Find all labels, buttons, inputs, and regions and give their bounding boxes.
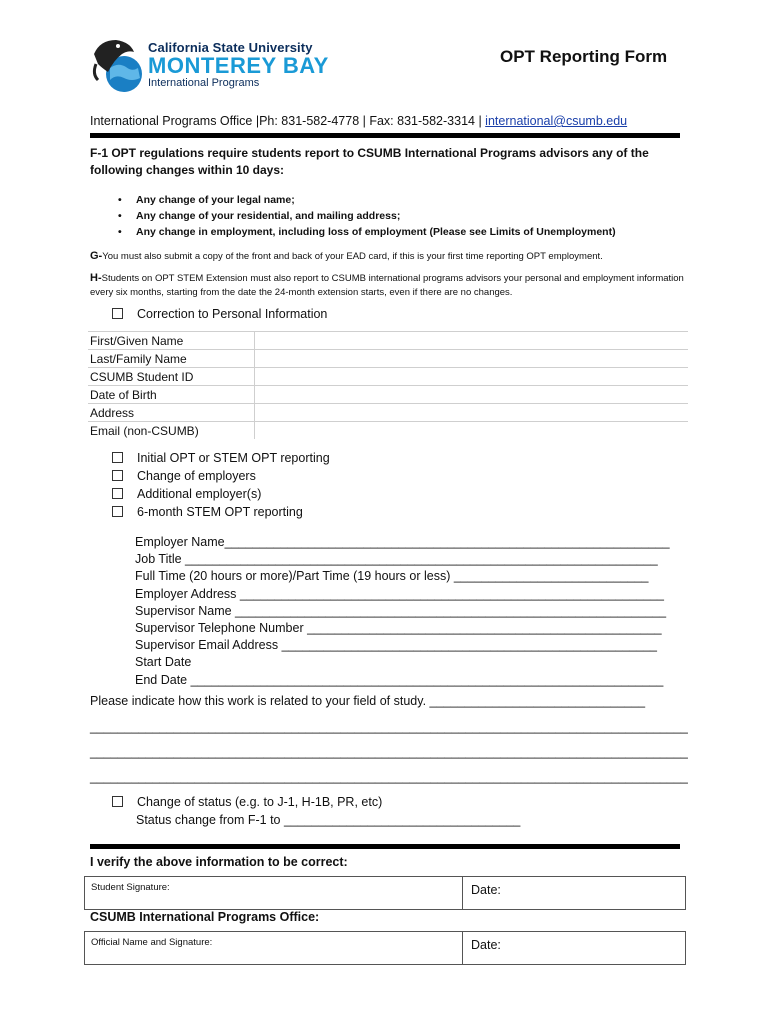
supervisor-email-line[interactable]: Supervisor Email Address ______________________________________________________ [135,638,657,653]
supervisor-name-line[interactable]: Supervisor Name ______________________________________________________________ [135,603,667,618]
personal-info-table [88,331,688,439]
email-field[interactable] [255,422,689,440]
header-divider [90,133,680,138]
logo-line-2: MONTEREY BAY [148,53,329,78]
note-g-letter: G- [90,250,103,262]
row-label: CSUMB Student ID [88,368,255,386]
correction-option[interactable] [112,307,327,321]
verification-divider [90,844,680,849]
row-label: Email (non-CSUMB) [88,422,255,440]
checkbox-label: Additional employer(s) [137,487,262,501]
employment-options [112,449,330,521]
office-heading: CSUMB International Programs Office: [90,910,320,924]
checkbox-label: 6-month STEM OPT reporting [137,505,303,519]
table-row [88,386,688,404]
employment-option[interactable] [112,503,330,521]
otter-globe-icon [88,34,150,102]
regulations-intro: F-1 OPT regulations require students report to CSUMB International Programs advisors any of the following changes within 10 days: [90,146,649,177]
row-label: Last/Family Name [88,350,255,368]
official-date-field[interactable] [463,932,685,964]
list-item: • Any change of your legal name; [118,192,616,208]
note-h-letter: H- [90,272,102,284]
student-date-field[interactable] [463,877,685,909]
regulations-list [118,192,616,240]
address-field[interactable] [255,404,689,422]
job-title-line[interactable]: Job Title ____________________________________________________________________ [135,552,658,567]
employment-fields [135,534,670,689]
note-h [90,271,690,300]
student-signature-label: Student Signature: [91,882,170,893]
note-g-text: You must also submit a copy of the front and back of your EAD card, if this is your first time reporting OPT employment. [102,251,603,262]
checkbox-label: Initial OPT or STEM OPT reporting [137,451,330,465]
student-signature-box [84,876,686,910]
birth-date-field[interactable] [255,386,689,404]
checkbox-label: Change of status (e.g. to J-1, H-1B, PR, etc) [137,795,383,809]
email-link[interactable]: international@csumb.edu [485,114,628,128]
official-signature-box [84,931,686,965]
form-title: OPT Reporting Form [500,47,668,66]
field-of-study-line[interactable]: ______________________________________________________________________________________ [90,770,688,784]
row-label: First/Given Name [88,332,255,350]
note-h-text: Students on OPT STEM Extension must also report to CSUMB international programs advisors your personal and employment information every six months, starting from the date the 24-month extension starts, even if there are no changes. [90,273,684,298]
official-signature-label: Official Name and Signature: [91,937,213,948]
checkbox[interactable] [112,308,123,319]
student-id-field[interactable] [255,368,689,386]
field-of-study-line[interactable]: ______________________________________________________________________________________ [90,745,688,759]
status-change-option[interactable] [112,793,520,811]
verify-heading: I verify the above information to be correct: [90,855,348,869]
date-label: Date: [471,938,501,952]
student-signature-field[interactable] [85,877,463,909]
logo-line-3: International Programs [148,77,260,89]
list-item: • Any change in employment, including loss of employment (Please see Limits of Unemployment) [118,224,616,240]
logo-line-1: California State University [148,40,313,55]
checkbox-label: Correction to Personal Information [137,307,328,321]
employment-option[interactable] [112,485,330,503]
last-name-field[interactable] [255,350,689,368]
employment-option[interactable] [112,467,330,485]
checkbox[interactable] [112,796,123,807]
official-signature-field[interactable] [85,932,463,964]
table-row [88,422,688,440]
checkbox-label: Change of employers [137,469,256,483]
field-of-study-prompt[interactable]: Please indicate how this work is related to your field of study. _______________________________ [90,694,646,708]
checkbox[interactable] [112,470,123,481]
row-label: Address [88,404,255,422]
csumb-logo [88,34,329,102]
contact-text: International Programs Office |Ph: 831-582-4778 | Fax: 831-582-3314 | [90,114,486,128]
employer-name-line[interactable]: Employer Name________________________________________________________________ [135,535,670,549]
contact-line [90,114,627,128]
end-date-line[interactable]: End Date ____________________________________________________________________ [135,672,664,687]
supervisor-phone-line[interactable]: Supervisor Telephone Number ___________________________________________________ [135,621,662,636]
status-change-line[interactable]: Status change from F-1 to __________________________________ [136,813,521,827]
list-item: • Any change of your residential, and mailing address; [118,208,616,224]
employer-address-line[interactable]: Employer Address _____________________________________________________________ [135,586,664,601]
start-date-line[interactable]: Start Date [135,655,192,670]
table-row [88,368,688,386]
date-label: Date: [471,883,501,897]
note-g [90,249,603,264]
employment-option[interactable] [112,449,330,467]
table-row [88,350,688,368]
first-name-field[interactable] [255,332,689,350]
table-row [88,404,688,422]
field-of-study-line[interactable]: ______________________________________________________________________________________ [90,720,688,734]
checkbox[interactable] [112,488,123,499]
checkbox[interactable] [112,506,123,517]
checkbox[interactable] [112,452,123,463]
full-part-time-line[interactable]: Full Time (20 hours or more)/Part Time (19 hours or less) ____________________________ [135,569,649,584]
table-row [88,332,688,350]
row-label: Date of Birth [88,386,255,404]
status-change-section [112,793,520,829]
